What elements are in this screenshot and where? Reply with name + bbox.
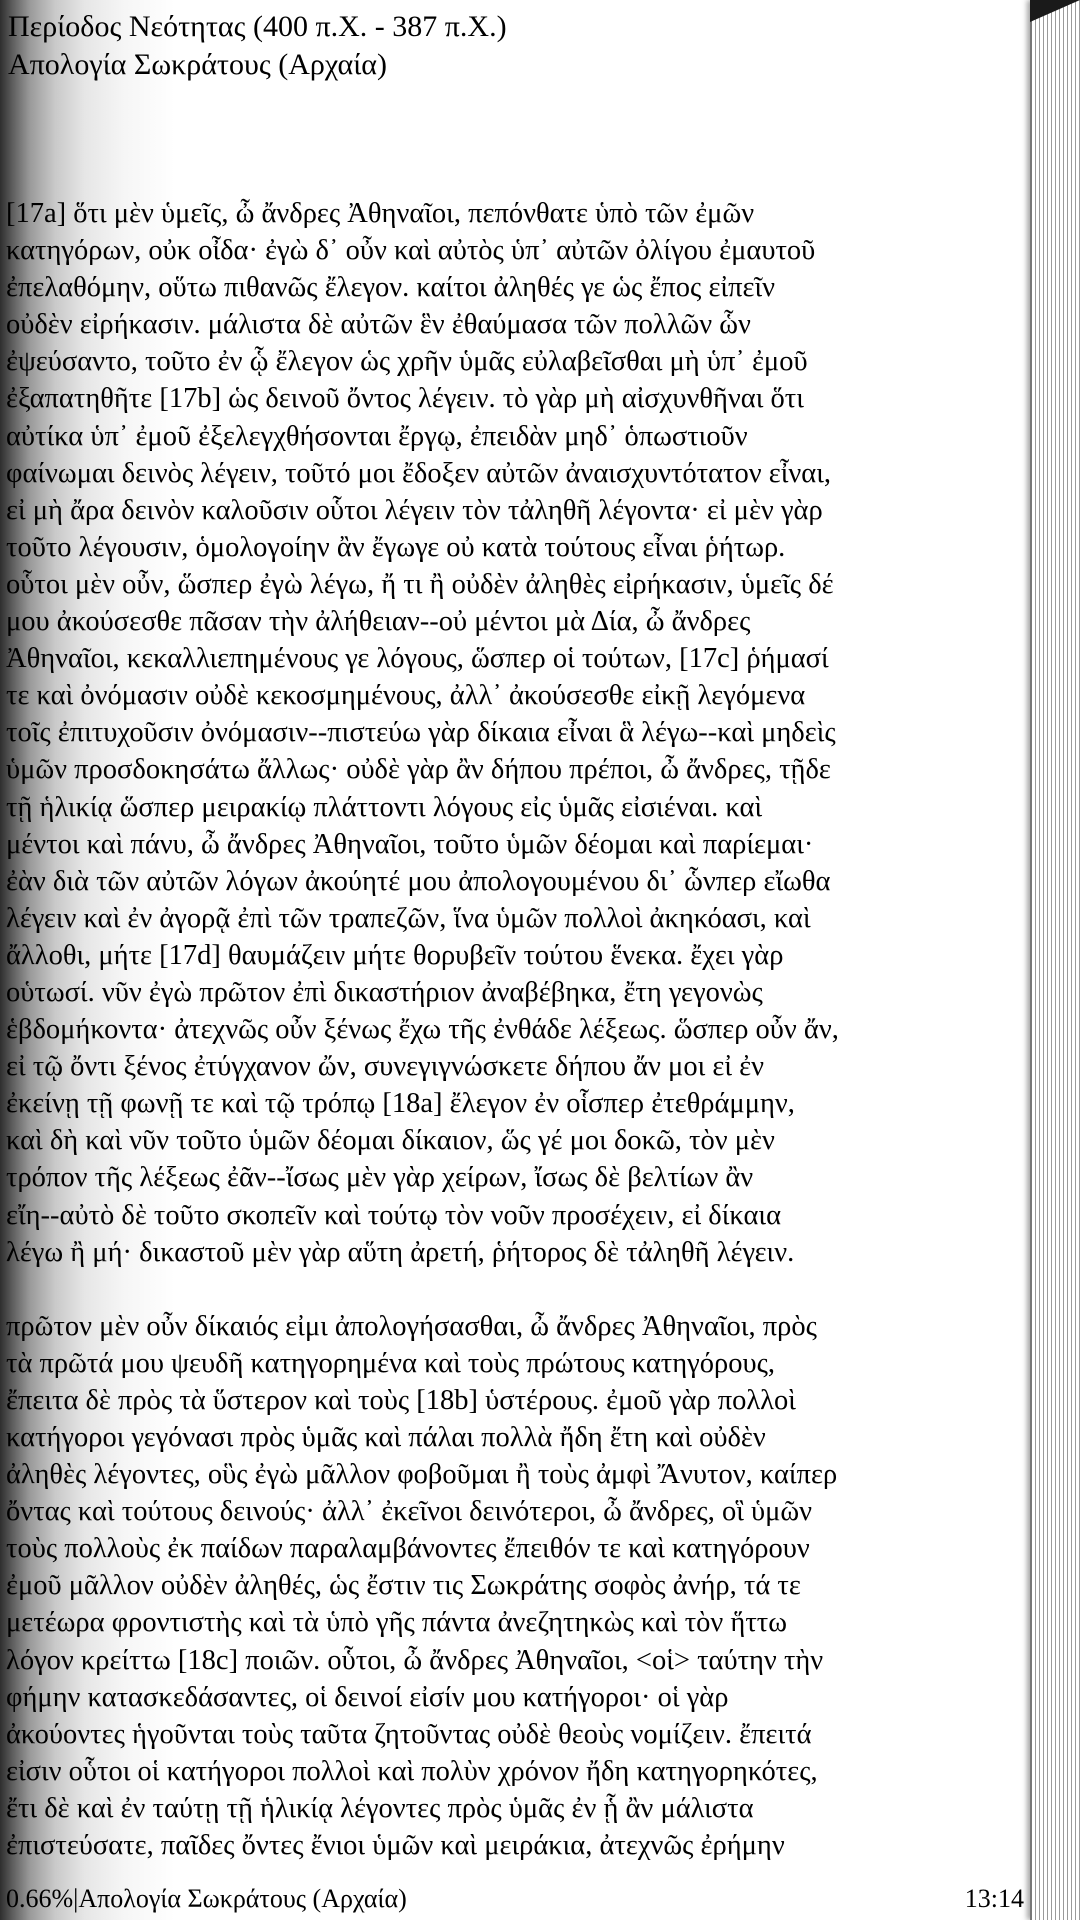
paragraph: [17a] ὅτι μὲν ὑμεῖς, ὦ ἄνδρες Ἀθηναῖοι, πεπόνθατε ὑπὸ τῶν ἐμῶν κατηγόρων, οὐκ οἶδα· ἐγὼ δ᾽ οὖν καὶ αὐτὸς ὑπ᾽ αὐτῶν ὀλίγου ἐμαυτοῦ ἐπελαθόμην, οὕτω πιθανῶς ἔλεγον. καίτοι ἀληθές γε ὡς ἔπος εἰπεῖν οὐδὲν εἰρήκασιν. μάλιστα δὲ αὐτῶν ἓν ἐθαύμασα τῶν πολλῶν ὧν ἐψεύσαντο, τοῦτο ἐν ᾧ ἔλεγον ὡς χρῆν ὑμᾶς εὐλαβεῖσθαι μὴ ὑπ᾽ ἐμοῦ ἐξαπατηθῆτε [17b] ὡς δεινοῦ ὄντος λέγειν. τὸ γὰρ μὴ αἰσχυνθῆναι ὅτι αὐτίκα ὑπ᾽ ἐμοῦ ἐξελεγχθήσονται ἔργῳ, ἐπειδὰν μηδ᾽ ὁπωστιοῦν φαίνωμαι δεινὸς λέγειν, τοῦτό μοι ἔδοξεν αὐτῶν ἀναισχυντότατον εἶναι, εἰ μὴ ἄρα δεινὸν καλοῦσιν οὗτοι λέγειν τὸν τἀληθῆ λέγοντα· εἰ μὲν γὰρ τοῦτο λέγουσιν, ὁμολογοίην ἂν ἔγωγε οὐ κατὰ τούτους εἶναι ῥήτωρ. οὗτοι μὲν οὖν, ὥσπερ ἐγὼ λέγω, ἤ τι ἢ οὐδὲν ἀληθὲς εἰρήκασιν, ὑμεῖς δέ μου ἀκούσεσθε πᾶσαν τὴν ἀλήθειαν--οὐ μέντοι μὰ Δία, ὦ ἄνδρες Ἀθηναῖοι, κεκαλλιεπημένους γε λόγους, ὥσπερ οἱ τούτων, [17c] ῥήμασί τε καὶ ὀνόμασιν οὐδὲ κεκοσμημένους, ἀλλ᾽ ἀκούσεσθε εἰκῇ λεγόμενα τοῖς ἐπιτυχοῦσιν ὀνόμασιν--πιστεύω γὰρ δίκαια εἶναι ἃ λέγω--καὶ μηδεὶς ὑμῶν προσδοκησάτω ἄλλως· οὐδὲ γὰρ ἂν δήπου πρέποι, ὦ ἄνδρες, τῇδε τῇ ἡλικίᾳ ὥσπερ μειρακίῳ πλάττοντι λόγους εἰς ὑμᾶς εἰσιέναι. καὶ μέντοι καὶ πάνυ, ὦ ἄνδρες Ἀθηναῖοι, τοῦτο ὑμῶν δέομαι καὶ παρίεμαι· ἐὰν διὰ τῶν αὐτῶν λόγων ἀκούητέ μου ἀπολογουμένου δι᾽ ὧνπερ εἴωθα λέγειν καὶ ἐν ἀγορᾷ ἐπὶ τῶν τραπεζῶν, ἵνα ὑμῶν πολλοὶ ἀκηκόασι, καὶ ἄλλοθι, μήτε [17d] θαυμάζειν μήτε θορυβεῖν τούτου ἕνεκα. ἔχει γὰρ οὑτωσί. νῦν ἐγὼ πρῶτον ἐπὶ δικαστήριον ἀναβέβηκα, ἔτη γεγονὼς ἑβδομήκοντα· ἀτεχνῶς οὖν ξένως ἔχω τῆς ἐνθάδε λέξεως. ὥσπερ οὖν ἄν, εἰ τῷ ὄντι ξένος ἐτύγχανον ὤν, συνεγιγνώσκετε δήπου ἄν μοι εἰ ἐν ἐκείνῃ τῇ φωνῇ τε καὶ τῷ τρόπῳ [18a] ἔλεγον ἐν οἷσπερ ἐτεθράμμην, καὶ δὴ καὶ νῦν τοῦτο ὑμῶν δέομαι δίκαιον, ὥς γέ μοι δοκῶ, τὸν μὲν τρόπον τῆς λέξεως ἐᾶν--ἴσως μὲν γὰρ χείρων, ἴσως δὲ βελτίων ἂν εἴη--αὐτὸ δὲ τοῦτο σκοπεῖν καὶ τούτῳ τὸν νοῦν προσέχειν, εἰ δίκαια λέγω ἢ μή· δικαστοῦ μὲν γὰρ αὕτη ἀρετή, ῥήτορος δὲ τἀληθῆ λέγειν.: [6, 198, 839, 1268]
reading-progress-title: 0.66%|Απολογία Σωκράτους (Αρχαία): [6, 1884, 407, 1913]
status-footer: [6, 1882, 1024, 1916]
chapter-header: [8, 8, 507, 84]
page-corner-shadow: [1030, 0, 1080, 22]
work-title: Απολογία Σωκράτους (Αρχαία): [8, 48, 387, 81]
period-title: Περίοδος Νεότητας (400 π.Χ. - 387 π.Χ.): [8, 10, 507, 43]
reading-text: [6, 195, 1031, 1864]
clock-time: 13:14: [964, 1884, 1024, 1913]
paragraph: πρῶτον μὲν οὖν δίκαιός εἰμι ἀπολογήσασθαι, ὦ ἄνδρες Ἀθηναῖοι, πρὸς τὰ πρῶτά μου ψευδῆ κατηγορημένα καὶ τοὺς πρώτους κατηγόρους, ἔπειτα δὲ πρὸς τὰ ὕστερον καὶ τοὺς [18b] ὑστέρους. ἐμοῦ γὰρ πολλοὶ κατήγοροι γεγόνασι πρὸς ὑμᾶς καὶ πάλαι πολλὰ ἤδη ἔτη καὶ οὐδὲν ἀληθὲς λέγοντες, οὓς ἐγὼ μᾶλλον φοβοῦμαι ἢ τοὺς ἀμφὶ Ἄνυτον, καίπερ ὄντας καὶ τούτους δεινούς· ἀλλ᾽ ἐκεῖνοι δεινότεροι, ὦ ἄνδρες, οἳ ὑμῶν τοὺς πολλοὺς ἐκ παίδων παραλαμβάνοντες ἔπειθόν τε καὶ κατηγόρουν ἐμοῦ μᾶλλον οὐδὲν ἀληθές, ὡς ἔστιν τις Σωκράτης σοφὸς ἀνήρ, τά τε μετέωρα φροντιστὴς καὶ τὰ ὑπὸ γῆς πάντα ἀνεζητηκὼς καὶ τὸν ἥττω λόγον κρείττω [18c] ποιῶν. οὗτοι, ὦ ἄνδρες Ἀθηναῖοι, <οἱ> ταύτην τὴν φήμην κατασκεδάσαντες, οἱ δεινοί εἰσίν μου κατήγοροι· οἱ γὰρ ἀκούοντες ἡγοῦνται τοὺς ταῦτα ζητοῦντας οὐδὲ θεοὺς νομίζειν. ἔπειτά εἰσιν οὗτοι οἱ κατήγοροι πολλοὶ καὶ πολὺν χρόνον ἤδη κατηγορηκότες, ἔτι δὲ καὶ ἐν ταύτῃ τῇ ἡλικίᾳ λέγοντες πρὸς ὑμᾶς ἐν ᾗ ἂν μάλιστα ἐπιστεύσατε, παῖδες ὄντες ἔνιοι ὑμῶν καὶ μειράκια, ἀτεχνῶς ἐρήμην: [6, 1310, 838, 1862]
page-stack-edge: [1030, 0, 1080, 1920]
